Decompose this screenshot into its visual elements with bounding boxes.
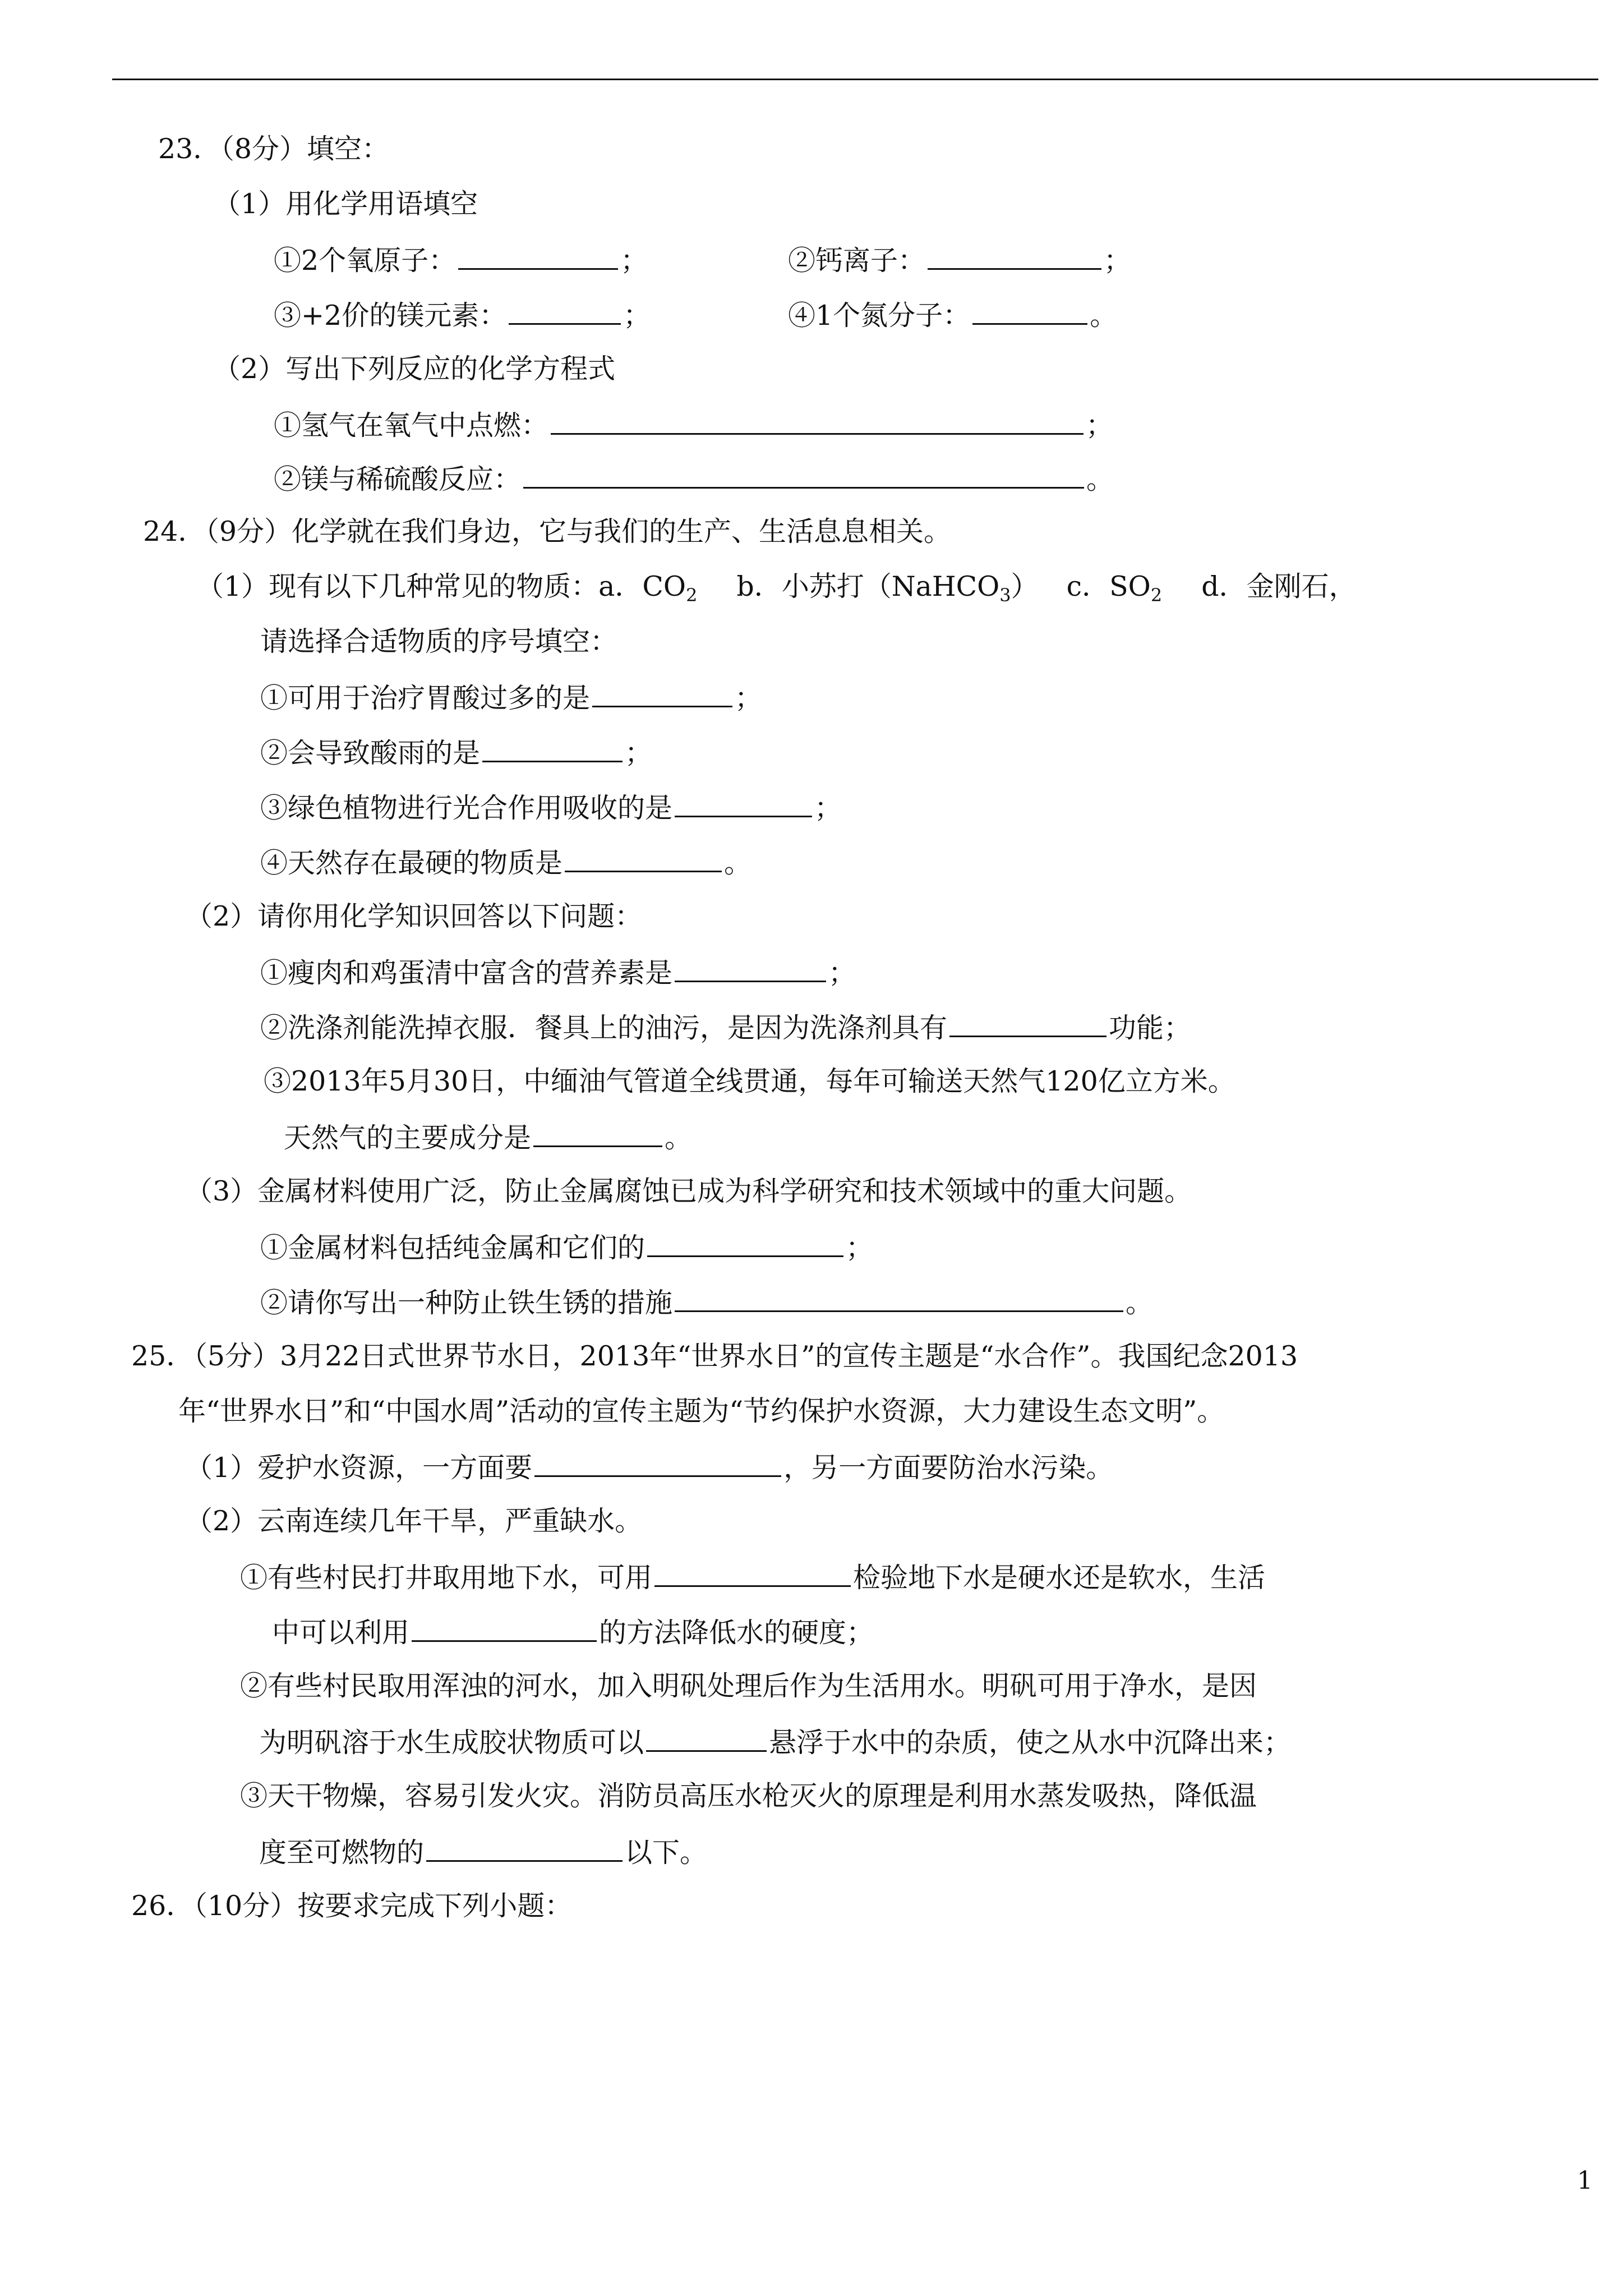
q24-part2: （2）请你用化学知识回答以下问题： bbox=[185, 900, 643, 932]
answer-blank[interactable] bbox=[592, 680, 732, 707]
answer-blank[interactable] bbox=[565, 845, 722, 872]
answer-blank[interactable] bbox=[509, 297, 621, 325]
answer-blank[interactable] bbox=[675, 790, 812, 817]
answer-blank[interactable] bbox=[458, 242, 618, 270]
q25-title-line2: 年“世界水日”和“中国水周”活动的宣传主题为“节约保护水资源，大力建设生态文明”。 bbox=[178, 1395, 1225, 1427]
answer-blank[interactable] bbox=[675, 955, 826, 982]
q24-item-e: ①瘦肉和鸡蛋清中富含的营养素是 ； bbox=[260, 955, 856, 990]
answer-blank[interactable] bbox=[551, 407, 1083, 435]
q23-part2: （2）写出下列反应的化学方程式 bbox=[213, 353, 616, 385]
q23-item-f: ②镁与稀硫酸反应： 。 bbox=[274, 461, 1114, 496]
q24-item-f: ②洗涤剂能洗掉衣服．餐具上的油污，是因为洗涤剂具有 功能； bbox=[260, 1010, 1191, 1045]
q24-item-d: ④天然存在最硬的物质是 。 bbox=[260, 845, 751, 880]
answer-blank[interactable] bbox=[426, 1834, 623, 1862]
q23-part1: （1）用化学用语填空 bbox=[213, 188, 478, 220]
q25-item-b-line2: 为明矾溶于水生成胶状物质可以 悬浮于水中的杂质，使之从水中沉降出来； bbox=[259, 1724, 1291, 1760]
answer-blank[interactable] bbox=[523, 461, 1084, 489]
answer-blank[interactable] bbox=[972, 297, 1087, 325]
page-number: 1 bbox=[1577, 2166, 1593, 2195]
q23-title: 23．（8分）填空： bbox=[158, 133, 390, 165]
q25-part1: （1）爱护水资源，一方面要 ，另一方面要防治水污染。 bbox=[185, 1450, 1113, 1485]
q24-item-i: ②请你写出一种防止铁生锈的措施 。 bbox=[260, 1285, 1153, 1320]
q25-item-b: ②有些村民取用浑浊的河水，加入明矾处理后作为生活用水。明矾可用于净水，是因 bbox=[240, 1670, 1257, 1702]
q24-item-h: ①金属材料包括纯金属和它们的 ； bbox=[260, 1230, 873, 1265]
answer-blank[interactable] bbox=[675, 1285, 1123, 1312]
q25-item-c-line2: 度至可燃物的 以下。 bbox=[259, 1834, 707, 1870]
answer-blank[interactable] bbox=[534, 1450, 781, 1477]
answer-blank[interactable] bbox=[646, 1724, 767, 1752]
q24-item-b: ②会导致酸雨的是 ； bbox=[260, 735, 652, 770]
q23-item-c: ③+2价的镁元素： ； bbox=[274, 297, 651, 333]
q23-item-b: ②钙离子： ； bbox=[788, 242, 1131, 278]
q24-item-a: ①可用于治疗胃酸过多的是 ； bbox=[260, 680, 762, 715]
q24-part1: （1）现有以下几种常见的物质：a．$CO_2$ b．小苏打（NaHCO$_3$） c．$SO_2$ d．金刚石， bbox=[196, 570, 1357, 606]
answer-blank[interactable] bbox=[949, 1010, 1106, 1037]
q24-part1-line2: 请选择合适物质的序号填空： bbox=[260, 625, 618, 657]
q24-part3: （3）金属材料使用广泛，防止金属腐蚀已成为科学研究和技术领域中的重大问题。 bbox=[185, 1175, 1192, 1207]
q24-title: 24．（9分）化学就在我们身边，它与我们的生产、生活息息相关。 bbox=[143, 516, 952, 547]
q25-item-a: ①有些村民打井取用地下水，可用 检验地下水是硬水还是软水，生活 bbox=[240, 1559, 1265, 1595]
q23-item-d: ④1个氮分子： 。 bbox=[788, 297, 1117, 333]
q23-item-a: ①2个氧原子： ； bbox=[274, 242, 648, 278]
answer-blank[interactable] bbox=[647, 1230, 843, 1257]
q23-item-e: ①氢气在氧气中点燃： ； bbox=[274, 407, 1113, 443]
answer-blank[interactable] bbox=[654, 1559, 851, 1587]
q24-item-g-line2: 天然气的主要成分是 。 bbox=[284, 1120, 692, 1155]
answer-blank[interactable] bbox=[412, 1614, 597, 1642]
q25-part2: （2）云南连续几年干旱，严重缺水。 bbox=[185, 1505, 643, 1537]
q26-title: 26．（10分）按要求完成下列小题： bbox=[131, 1890, 573, 1922]
answer-blank[interactable] bbox=[482, 735, 623, 762]
answer-blank[interactable] bbox=[928, 242, 1101, 270]
header-rule bbox=[112, 79, 1598, 80]
q24-item-c: ③绿色植物进行光合作用吸收的是 ； bbox=[260, 790, 842, 825]
q25-item-a-line2: 中可以利用 的方法降低水的硬度； bbox=[272, 1614, 874, 1650]
q25-title: 25．（5分）3月22日式世界节水日，2013年“世界水日”的宣传主题是“水合作”。我国纪念2013 bbox=[131, 1340, 1298, 1372]
q24-item-g: ③2013年5月30日，中缅油气管道全线贯通，每年可输送天然气120亿立方米。 bbox=[264, 1065, 1235, 1097]
q25-item-c: ③天干物燥，容易引发火灾。消防员高压水枪灭火的原理是利用水蒸发吸热，降低温 bbox=[240, 1780, 1257, 1812]
answer-blank[interactable] bbox=[533, 1120, 662, 1147]
